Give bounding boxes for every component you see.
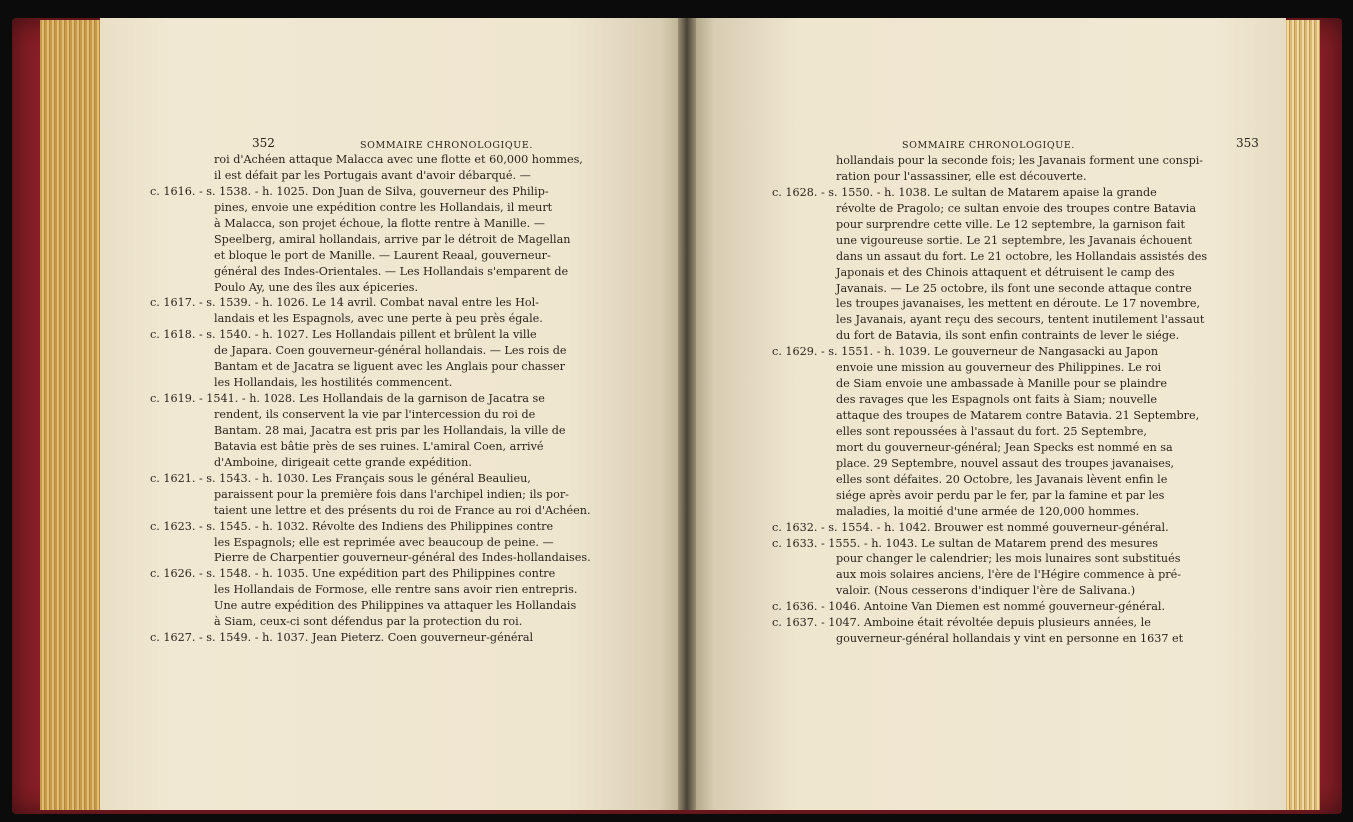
text-line: c. 1626. - s. 1548. - h. 1035. Une expédition part des Philippines contre	[150, 567, 556, 581]
text-line: siége après avoir perdu par le fer, par la famine et par les	[772, 488, 1165, 502]
text-line: c. 1617. - s. 1539. - h. 1026. Le 14 avril. Combat naval entre les Hol-	[150, 296, 539, 310]
text-line: Batavia est bâtie près de ses ruines. L'amiral Coen, arrivé	[150, 439, 544, 453]
text-line: Poulo Ay, une des îles aux épiceries.	[150, 280, 419, 294]
text-line: les troupes javanaises, les mettent en déroute. Le 17 novembre,	[772, 297, 1201, 311]
text-line: c. 1619. - 1541. - h. 1028. Les Hollandais de la garnison de Jacatra se	[150, 392, 545, 406]
text-line: général des Indes-Orientales. — Les Hollandais s'emparent de	[150, 264, 569, 278]
right-page-text	[772, 153, 1272, 647]
text-line: Japonais et des Chinois attaquent et détruisent le camp des	[772, 265, 1175, 279]
text-line: rendent, ils conservent la vie par l'intercession du roi de	[150, 408, 536, 421]
text-line: Bantam et de Jacatra se liguent avec les Anglais pour chasser	[150, 360, 566, 374]
text-line: ration pour l'assassiner, elle est découverte.	[772, 169, 1087, 183]
text-line: pour changer le calendrier; les mois lunaires sont substitués	[772, 552, 1181, 566]
text-line: valoir. (Nous cesserons d'indiquer l'ère de Salivana.)	[772, 584, 1136, 598]
text-line: place. 29 Septembre, nouvel assaut des troupes javanaises,	[772, 456, 1175, 470]
text-line: envoie une mission au gouverneur des Philippines. Le roi	[772, 361, 1162, 375]
text-line: il est défait par les Portugais avant d'avoir débarqué. —	[150, 168, 531, 182]
right-page-number: 353	[1236, 136, 1259, 150]
text-line: c. 1616. - s. 1538. - h. 1025. Don Juan de Silva, gouverneur des Philip-	[150, 184, 549, 198]
text-line: elles sont repoussées à l'assaut du fort. 25 Septembre,	[772, 424, 1147, 438]
text-line: taient une lettre et des présents du roi de France au roi d'Achéen.	[150, 503, 591, 517]
text-line: à Siam, ceux-ci sont défendus par la protection du roi.	[150, 615, 523, 629]
text-line: mort du gouverneur-général; Jean Specks est nommé en sa	[772, 440, 1173, 454]
text-line: c. 1623. - s. 1545. - h. 1032. Révolte des Indiens des Philippines contre	[150, 519, 554, 533]
text-line: paraissent pour la première fois dans l'archipel indien; ils por-	[150, 487, 569, 501]
text-line: du fort de Batavia, ils sont enfin contraints de lever le siége.	[772, 329, 1180, 343]
text-line: attaque des troupes de Matarem contre Batavia. 21 Septembre,	[772, 409, 1200, 422]
text-line: aux mois solaires anciens, l'ère de l'Hégire commence à pré-	[772, 568, 1181, 582]
text-line: de Siam envoie une ambassade à Manille pour se plaindre	[772, 377, 1167, 391]
text-line: les Hollandais de Formose, elle rentre sans avoir rien entrepris.	[150, 583, 578, 597]
text-line: gouverneur-général hollandais y vint en personne en 1637 et	[772, 632, 1184, 646]
text-line: landais et les Espagnols, avec une perte à peu près égale.	[150, 312, 543, 326]
text-line: pines, envoie une expédition contre les Hollandais, il meurt	[150, 200, 553, 214]
text-line: les Espagnols; elle est reprimée avec beaucoup de peine. —	[150, 535, 554, 549]
text-line: c. 1629. - s. 1551. - h. 1039. Le gouverneur de Nangasacki au Japon	[772, 345, 1159, 359]
left-page-number: 352	[252, 136, 275, 150]
text-line: Une autre expédition des Philippines va attaquer les Hollandais	[150, 599, 577, 613]
text-line: c. 1632. - s. 1554. - h. 1042. Brouwer est nommé gouverneur-général.	[772, 520, 1169, 534]
text-line: c. 1636. - 1046. Antoine Van Diemen est nommé gouverneur-général.	[772, 600, 1166, 614]
text-line: c. 1628. - s. 1550. - h. 1038. Le sultan de Matarem apaise la grande	[772, 185, 1157, 199]
text-line: de Japara. Coen gouverneur-général hollandais. — Les rois de	[150, 344, 567, 358]
text-line: pour surprendre cette ville. Le 12 septembre, la garnison fait	[772, 217, 1185, 231]
page-edges-right	[1280, 20, 1320, 810]
text-line: c. 1633. - 1555. - h. 1043. Le sultan de Matarem prend des mesures	[772, 536, 1158, 550]
text-line: les Javanais, ayant reçu des secours, tentent inutilement l'assaut	[772, 313, 1205, 327]
book-gutter	[678, 18, 696, 810]
text-line: c. 1627. - s. 1549. - h. 1037. Jean Pieterz. Coen gouverneur-général	[150, 631, 534, 645]
text-line: Pierre de Charpentier gouverneur-général des Indes-hollandaises.	[150, 551, 591, 565]
text-line: c. 1637. - 1047. Amboine était révoltée depuis plusieurs années, le	[772, 616, 1151, 630]
text-line: à Malacca, son projet échoue, la flotte rentre à Manille. —	[150, 216, 545, 230]
left-running-head: SOMMAIRE CHRONOLOGIQUE.	[360, 140, 534, 151]
text-line: dans un assaut du fort. Le 21 octobre, les Hollandais assistés des	[772, 249, 1208, 263]
text-line: et bloque le port de Manille. — Laurent Reaal, gouverneur-	[150, 248, 551, 262]
left-page-text	[150, 152, 650, 646]
text-line: Bantam. 28 mai, Jacatra est pris par les Hollandais, la ville de	[150, 423, 566, 437]
text-line: c. 1621. - s. 1543. - h. 1030. Les Français sous le général Beaulieu,	[150, 471, 531, 485]
text-line: d'Amboine, dirigeait cette grande expédition.	[150, 455, 472, 469]
text-line: c. 1618. - s. 1540. - h. 1027. Les Hollandais pillent et brûlent la ville	[150, 328, 537, 342]
text-line: hollandais pour la seconde fois; les Javanais forment une conspi-	[772, 154, 1204, 167]
text-line: révolte de Pragolo; ce sultan envoie des troupes contre Batavia	[772, 201, 1197, 215]
text-line: roi d'Achéen attaque Malacca avec une flotte et 60,000 hommes,	[150, 153, 583, 166]
page-edges-left	[40, 20, 108, 810]
text-line: elles sont défaites. 20 Octobre, les Javanais lèvent enfin le	[772, 472, 1168, 486]
text-line: Javanais. — Le 25 octobre, ils font une seconde attaque contre	[772, 281, 1192, 295]
right-running-head: SOMMAIRE CHRONOLOGIQUE.	[902, 140, 1076, 151]
text-line: maladies, la moitié d'une armée de 120,000 hommes.	[772, 504, 1140, 518]
text-line: les Hollandais, les hostilités commencent.	[150, 376, 453, 390]
text-line: des ravages que les Espagnols ont faits à Siam; nouvelle	[772, 393, 1158, 407]
text-line: une vigoureuse sortie. Le 21 septembre, les Javanais échouent	[772, 233, 1192, 247]
text-line: Speelberg, amiral hollandais, arrive par le détroit de Magellan	[150, 232, 571, 246]
